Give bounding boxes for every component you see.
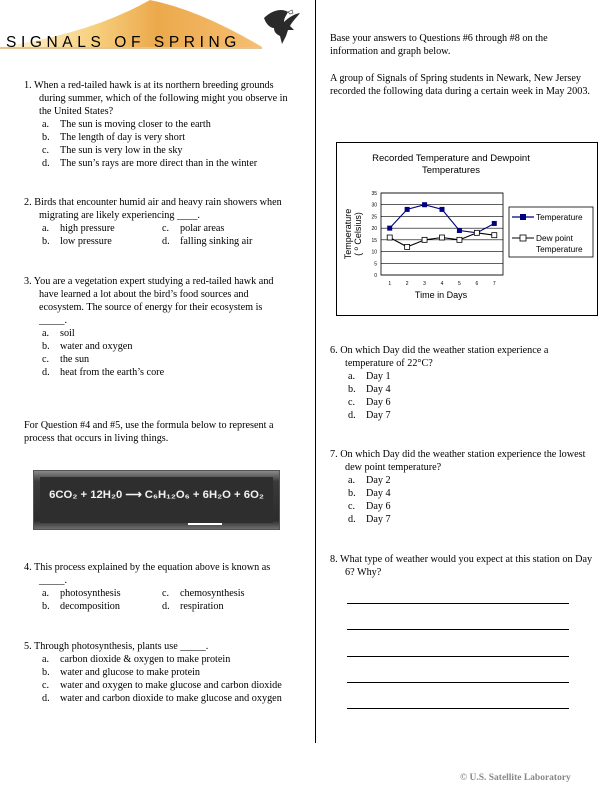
legend-dewpoint-line-1: Dew point xyxy=(536,233,573,243)
temperature-point xyxy=(440,207,445,212)
question-5-option-a: a. carbon dioxide & oxygen to make protein xyxy=(42,654,231,666)
temperature-point xyxy=(387,226,392,231)
question-5-text: 5. Through photosynthesis, plants use _____. xyxy=(24,641,209,652)
column-divider xyxy=(315,0,316,743)
dewpoint-point xyxy=(422,237,427,242)
question-7-text: 7. On which Day did the weather station experience the lowest dew point temperature? xyxy=(330,449,586,474)
question-5-option-c: c. water and oxygen to make glucose and carbon dioxide xyxy=(42,680,282,692)
y-tick-label: 10 xyxy=(371,249,377,256)
question-6-option-a: a. Day 1 xyxy=(348,371,391,383)
question-6-text: 6. On which Day did the weather station experience a temperature of 22°C? xyxy=(330,345,549,370)
right-intro-2: A group of Signals of Spring students in Newark, New Jersey recorded the following data during a certain week in May 2003. xyxy=(330,73,590,98)
temperature-point xyxy=(405,207,410,212)
x-tick-label: 7 xyxy=(492,281,496,287)
question-2 xyxy=(24,196,294,248)
question-1-option-a: a. The sun is moving closer to the earth xyxy=(42,119,211,131)
question-4-option-c: c. chemosynthesis xyxy=(162,588,245,600)
question-1-option-d: d. The sun’s rays are more direct than in the winter xyxy=(42,158,258,170)
question-2-option-d: d. falling sinking air xyxy=(162,236,253,248)
x-tick-label: 3 xyxy=(423,281,426,287)
answer-line-5[interactable] xyxy=(347,707,569,709)
question-3 xyxy=(24,275,286,379)
footer-copyright: © U.S. Satellite Laboratory xyxy=(460,773,571,783)
question-2-option-a: a. high pressure xyxy=(42,223,115,235)
logo-text: SIGNALS OF SPRING xyxy=(6,34,241,51)
answer-line-3[interactable] xyxy=(347,655,569,657)
question-2-text: 2. Birds that encounter humid air and heavy rain showers when migrating are likely experiencing ____. xyxy=(24,197,282,222)
question-6-option-b: b. Day 4 xyxy=(348,384,391,396)
y-tick-label: 30 xyxy=(371,202,377,209)
chalk-mark xyxy=(188,523,222,525)
formula-chalkboard xyxy=(33,470,280,530)
question-5-option-d: d. water and carbon dioxide to make glucose and oxygen xyxy=(42,693,282,705)
header-banner xyxy=(0,0,318,50)
y-tick-label: 20 xyxy=(371,226,377,233)
question-5 xyxy=(24,640,286,705)
x-tick-label: 5 xyxy=(458,281,461,287)
question-2-option-b: b. low pressure xyxy=(42,236,112,248)
formula-intro: For Question #4 and #5, use the formula below to represent a process that occurs in living things. xyxy=(24,420,274,445)
question-6-option-c: c. Day 6 xyxy=(348,397,391,409)
x-tick-label: 1 xyxy=(388,281,392,287)
temperature-point xyxy=(422,202,427,207)
dewpoint-point xyxy=(405,244,410,249)
question-4-option-b: b. decomposition xyxy=(42,601,120,613)
temperature-point xyxy=(457,228,462,233)
question-4-option-d: d. respiration xyxy=(162,601,224,613)
dewpoint-point xyxy=(474,230,479,235)
answer-line-4[interactable] xyxy=(347,681,569,683)
right-intro-1: Base your answers to Questions #6 through #8 on the information and graph below. xyxy=(330,33,548,58)
answer-line-2[interactable] xyxy=(347,628,569,630)
question-8-text: 8. What type of weather would you expect at this station on Day 6? Why? xyxy=(330,554,593,579)
question-4-option-a: a. photosynthesis xyxy=(42,588,121,600)
legend-marker-dewpoint xyxy=(520,235,526,241)
formula-equation: 6CO₂ + 12H₂0 ⟶ C₆H₁₂O₆ + 6H₂O + 6O₂ xyxy=(49,489,264,501)
dewpoint-point xyxy=(387,235,392,240)
dewpoint-point xyxy=(492,233,497,238)
question-7-option-d: d. Day 7 xyxy=(348,514,391,526)
question-7 xyxy=(330,448,598,526)
question-6-option-d: d. Day 7 xyxy=(348,410,391,422)
question-1 xyxy=(24,79,294,170)
question-3-text: 3. You are a vegetation expert studying a red-tailed hawk and have learned a lot about the bird’s food sources and ecosystem. The source of energy for their ecosystem is _____. xyxy=(24,276,274,327)
x-tick-label: 2 xyxy=(405,281,409,287)
chart-title-line-1: Recorded Temperature and Dewpoint xyxy=(372,153,530,164)
dewpoint-point xyxy=(440,235,445,240)
question-3-option-b: b. water and oxygen xyxy=(42,341,133,353)
y-tick-label: 35 xyxy=(371,191,377,197)
legend-marker-temperature xyxy=(520,214,526,220)
y-axis-label-line-1: Temperature xyxy=(343,208,353,260)
dewpoint-point xyxy=(457,237,462,242)
question-3-option-d: d. heat from the earth’s core xyxy=(42,367,165,379)
question-3-option-a: a. soil xyxy=(42,328,75,340)
y-tick-labels xyxy=(371,191,377,279)
y-tick-label: 0 xyxy=(374,273,377,279)
question-1-option-c: c. The sun is very low in the sky xyxy=(42,145,183,157)
question-7-option-c: c. Day 6 xyxy=(348,501,391,513)
legend-temperature: Temperature xyxy=(536,212,583,222)
answer-line-1[interactable] xyxy=(347,602,569,604)
chart-legend xyxy=(509,207,593,257)
question-3-option-c: c. the sun xyxy=(42,354,90,366)
question-4 xyxy=(24,561,299,613)
temperature-point xyxy=(492,221,497,226)
chart-svg xyxy=(337,143,597,315)
x-tick-label: 4 xyxy=(440,281,444,287)
question-6 xyxy=(330,344,598,422)
x-tick-label: 6 xyxy=(475,281,479,287)
y-tick-label: 25 xyxy=(371,214,377,221)
question-5-option-b: b. water and glucose to make protein xyxy=(42,667,201,679)
chart-title-line-2: Temperatures xyxy=(421,165,481,176)
x-tick-labels xyxy=(388,281,496,287)
y-axis-label-line-2: ( º Celsius) xyxy=(353,212,363,256)
question-4-text: 4. This process explained by the equation above is known as _____. xyxy=(24,562,271,587)
question-7-option-a: a. Day 2 xyxy=(348,475,391,487)
legend-dewpoint-line-2: Temperature xyxy=(536,244,583,254)
y-tick-label: 5 xyxy=(374,261,377,268)
question-8 xyxy=(330,553,598,579)
question-1-text: 1. When a red-tailed hawk is at its northern breeding grounds during summer, which of the following might you observe in the United States? xyxy=(24,80,288,118)
temperature-chart xyxy=(336,142,598,316)
x-axis-label: Time in Days xyxy=(414,290,468,300)
question-1-option-b: b. The length of day is very short xyxy=(42,132,186,144)
y-tick-label: 15 xyxy=(371,237,377,244)
question-7-option-b: b. Day 4 xyxy=(348,488,391,500)
eagle-icon xyxy=(262,8,302,46)
question-2-option-c: c. polar areas xyxy=(162,223,225,235)
